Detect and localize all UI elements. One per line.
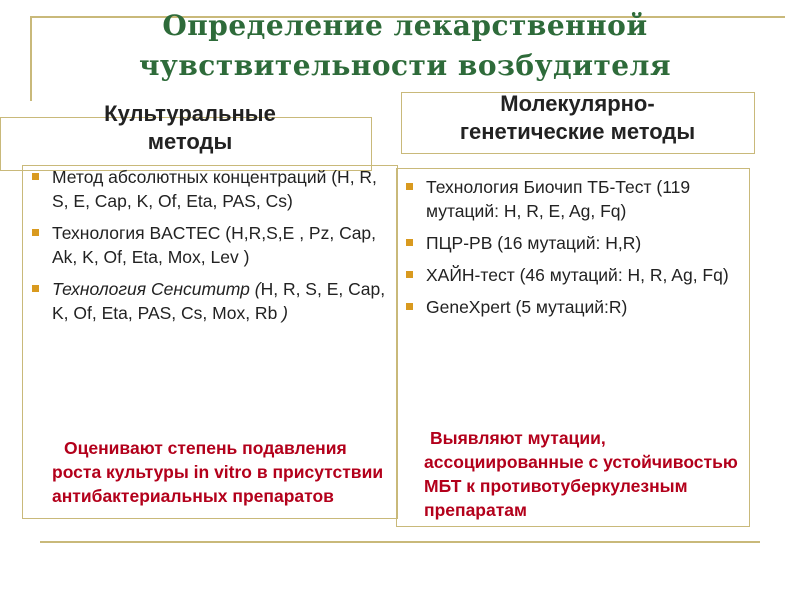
list-item-text: Метод абсолютных концентраций (H, R, S, E, Cap, K, Of, Eta, PAS, Cs): [52, 167, 377, 211]
list-item-text: ПЦР-РВ (16 мутаций: H,R): [426, 233, 642, 253]
square-bullet-icon: [32, 173, 39, 180]
list-item-text-italic: Технология Сенсититр (: [52, 279, 261, 299]
right-note: Выявляют мутации, ассоциированные с устойчивостью МБТ к противотуберкулезным препаратам: [424, 428, 738, 520]
right-heading: [405, 90, 750, 146]
list-item-text: GeneXpert (5 мутаций:R): [426, 297, 628, 317]
left-heading-line-1: Культуральные: [104, 101, 276, 126]
slide-title: [60, 6, 750, 86]
list-item-text: Технология Биочип ТБ-Тест (119 мутаций: H, R, E, Ag, Fq): [426, 177, 691, 221]
square-bullet-icon: [406, 271, 413, 278]
left-decor-line: [30, 16, 32, 101]
left-heading-line-2: методы: [147, 129, 233, 154]
right-heading-line-1: Молекулярно-: [500, 91, 655, 116]
list-item-text: Технология BACTEC (H,R,S,E , Pz, Cap, Ak, K, Of, Eta, Mox, Lev ): [52, 223, 377, 267]
title-line-1: Определение лекарственной: [162, 9, 648, 42]
list-item: [398, 295, 738, 319]
left-note: Оценивают степень подавления роста культуры in vitro в присутствии антибактериальных препаратов: [52, 438, 384, 506]
list-item-text: ХАЙН-тест (46 мутаций: H, R, Ag, Fq): [426, 265, 729, 285]
square-bullet-icon: [406, 239, 413, 246]
title-line-2: чувствительности возбудителя: [138, 49, 672, 82]
left-method-list: [24, 165, 390, 333]
list-item: [398, 263, 738, 287]
list-item-text-tail: ): [282, 303, 288, 323]
list-item: [24, 221, 390, 269]
left-heading: [40, 100, 340, 156]
square-bullet-icon: [406, 183, 413, 190]
right-method-list: [398, 175, 738, 327]
square-bullet-icon: [406, 303, 413, 310]
list-item-text-rest: H, R, S, E, Cap, K, Of, Eta, PAS, Cs, Mox, Rb: [52, 279, 386, 323]
list-item: [24, 165, 390, 213]
square-bullet-icon: [32, 285, 39, 292]
list-item: [398, 175, 738, 223]
square-bullet-icon: [32, 229, 39, 236]
bottom-decor-line: [40, 541, 760, 543]
list-item: [398, 231, 738, 255]
right-heading-line-2: генетические методы: [459, 119, 696, 144]
list-item: [24, 277, 390, 325]
